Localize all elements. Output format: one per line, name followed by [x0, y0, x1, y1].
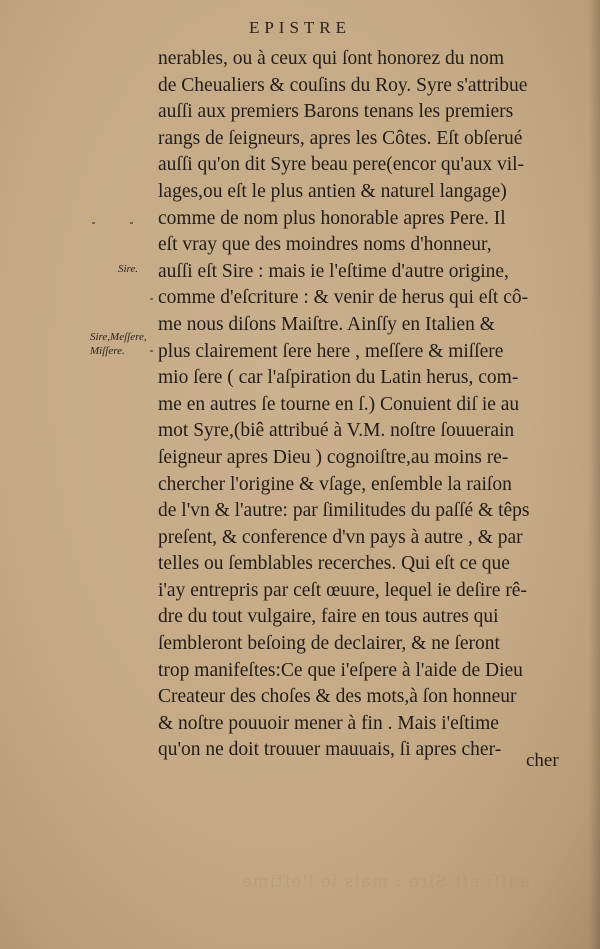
- text-line: comme d'eſcriture : & venir de herus qui eſt cô-: [158, 287, 529, 309]
- bleed-through-text: auſſi eſt Sire : mais ie l'eſtime: [240, 872, 530, 892]
- text-line: chercher l'origine & vſage, enſemble la raiſon: [158, 473, 512, 495]
- text-line: telles ou ſemblables recerches. Qui eſt ce que: [158, 553, 510, 575]
- text-line: lages,ou eſt le plus antien & naturel langage): [158, 180, 507, 202]
- ink-mark: [150, 350, 153, 352]
- text-line: de l'vn & l'autre: par ſimilitudes du paſſé & têps: [158, 500, 530, 522]
- text-line: mio ſere ( car l'aſpiration du Latin herus, com-: [158, 367, 519, 389]
- ink-mark: [130, 222, 133, 224]
- text-line: preſent, & conference d'vn pays à autre , & par: [158, 526, 523, 548]
- text-line: auſſi eſt Sire : mais ie l'eſtime d'autre origine,: [158, 260, 509, 282]
- page-edge-shadow: [588, 0, 600, 949]
- text-line: i'ay entrepris par ceſt œuure, lequel ie deſire rê-: [158, 579, 527, 601]
- text-line: dre du tout vulgaire, faire en tous autres qui: [158, 606, 499, 628]
- text-line: comme de nom plus honorable apres Pere. Il: [158, 207, 506, 229]
- body-text: [158, 46, 564, 764]
- ink-mark: [92, 222, 95, 224]
- text-line: auſſi aux premiers Barons tenans les premiers: [158, 101, 514, 123]
- text-line: & noſtre pouuoir mener à fin . Mais i'eſtime: [158, 712, 499, 734]
- text-line: eſt vray que des moindres noms d'honneur,: [158, 234, 492, 256]
- catchword: cher: [526, 750, 559, 771]
- text-line: qu'on ne doit trouuer mauuais, ſi apres cher-: [158, 739, 502, 761]
- text-line: auſſi qu'on dit Syre beau pere(encor qu'aux vil-: [158, 154, 525, 176]
- text-line: me en autres ſe tourne en ſ.) Conuient diſ ie au: [158, 393, 520, 415]
- margin-note-sire-messere: [90, 330, 147, 358]
- text-line: me nous diſons Maiſtre. Ainſſy en Italien &: [158, 313, 495, 335]
- text-line: trop manifeſtes:Ce que i'eſpere à l'aide de Dieu: [158, 659, 523, 681]
- margin-note-sire: Sire.: [118, 263, 139, 275]
- text-line: de Cheualiers & couſins du Roy. Syre s'attribue: [158, 74, 528, 96]
- ink-mark: [150, 298, 153, 300]
- text-line: ſembleront beſoing de declairer, & ne ſeront: [158, 633, 500, 655]
- text-line: nerables, ou à ceux qui ſont honorez du nom: [158, 48, 505, 69]
- text-line: mot Syre,(biê attribué à V.M. noſtre ſouuerain: [158, 420, 515, 442]
- text-line: ſeigneur apres Dieu ) cognoiſtre,au moins re-: [158, 446, 509, 468]
- text-line: Createur des choſes & des mots,à ſon honneur: [158, 686, 517, 708]
- margin-note-line: Sire,Meſſere,: [90, 331, 147, 343]
- text-line: plus clairement ſere here , meſſere & miſſere: [158, 340, 504, 362]
- text-line: rangs de ſeigneurs, apres les Côtes. Eſt obſerué: [158, 127, 523, 149]
- running-head: EPISTRE: [248, 18, 352, 37]
- margin-note-line: Miſſere.: [90, 345, 125, 357]
